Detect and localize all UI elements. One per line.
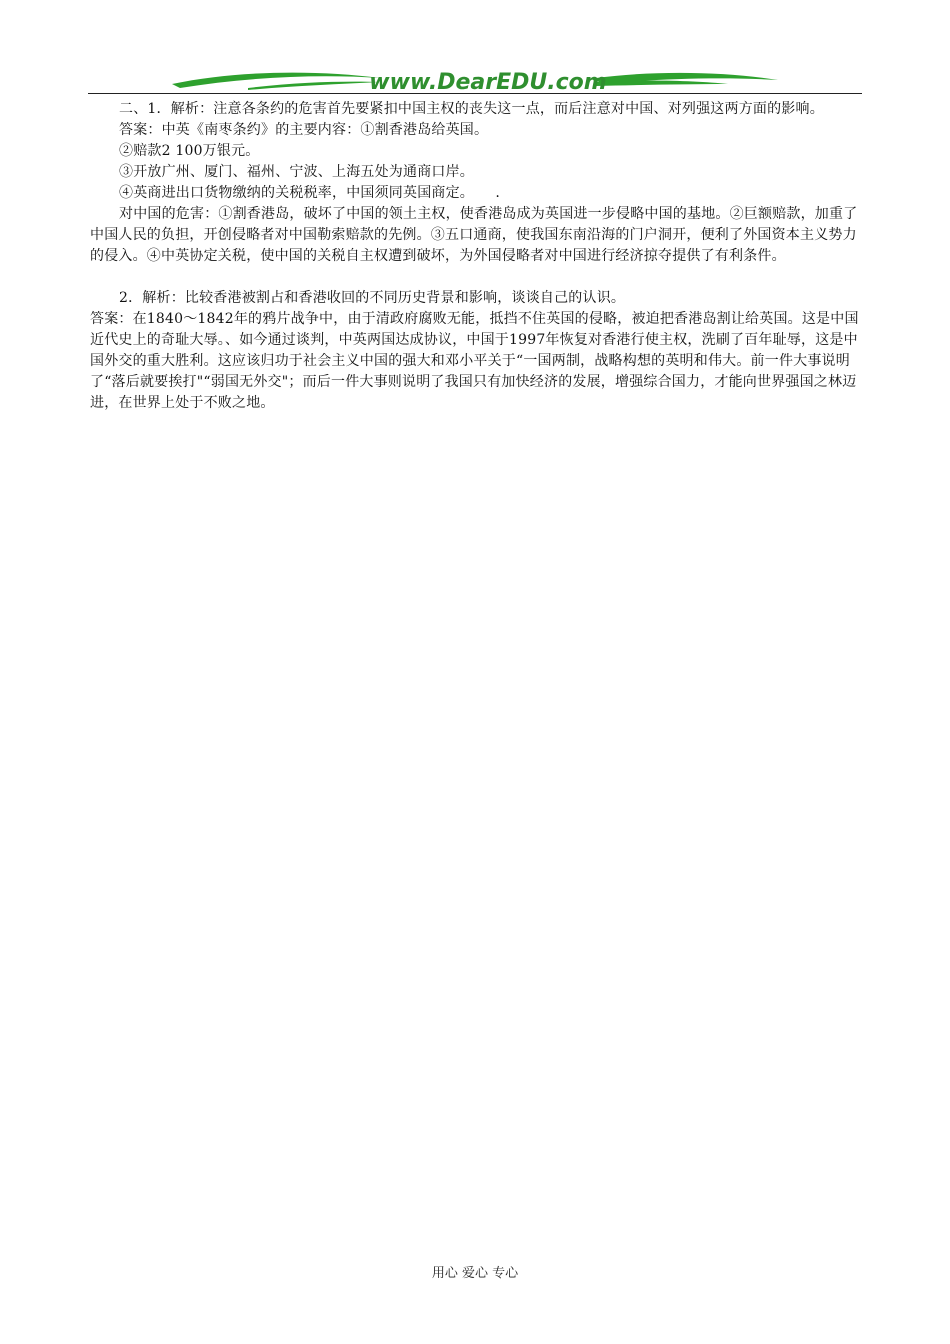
document-body: [90, 99, 862, 414]
left-swoosh-thin: [248, 82, 380, 90]
answer-paragraph-1: 答案：中英《南枣条约》的主要内容：①割香港岛给英国。: [119, 122, 489, 138]
answer-paragraph-2: 答案：在1840～1842年的鸦片战争中，由于清政府腐败无能，抵挡不住英国的侵略，被迫把香港岛割让给英国。这是中国近代史上的奇耻大辱。、如今通过谈判，中英两国达成协议，中国于1997年恢复对香港行使主权，洗刷了百年耻辱，这是中国外交的重大胜利。这应该归功于社会主义中国的强大和邓小平关于“一国两制，战略构想的英明和伟大。前一件大事说明了“落后就要挨打"“弱国无外交"；而后一件大事则说明了我国只有加快经济的发展，增强综合国力，才能向世界强国之林迈进，在世界上处于不败之地。: [90, 311, 859, 411]
answer-item-2: ②赔款2 100万银元。: [119, 143, 260, 159]
analysis-paragraph-2: 2．解析：比较香港被割占和香港收回的不同历史背景和影响，谈谈自己的认识。: [119, 290, 626, 306]
analysis-paragraph-1: 二、1．解析：注意各条约的危害首先要紧扣中国主权的丧失这一点，而后注意对中国、对列强这两方面的影响。: [119, 101, 824, 117]
right-swoosh-thin: [596, 81, 728, 86]
site-logo-text: www.DearEDU.com: [369, 70, 607, 95]
paragraph-spacer: [90, 267, 862, 288]
answer-item-4: ④英商进出口货物缴纳的关税税率，中国须同英国商定。 .: [119, 185, 501, 201]
harm-paragraph: 对中国的危害：①割香港岛，破坏了中国的领土主权，使香港岛成为英国进一步侵略中国的基地。②巨额赔款，加重了中国人民的负担，开创侵略者对中国勒索赔款的先例。③五口通商，使我国东南沿海的门户洞开，便利了外国资本主义势力的侵入。④中英协定关税，使中国的关税自主权遭到破坏，为外国侵略者对中国进行经济掠夺提供了有利条件。: [90, 206, 858, 264]
answer-item-3: ③开放广州、厦门、福州、宁波、上海五处为通商口岸。: [119, 164, 474, 180]
header-divider: [88, 93, 862, 94]
page-footer: 用心 爱心 专心: [431, 1266, 519, 1281]
